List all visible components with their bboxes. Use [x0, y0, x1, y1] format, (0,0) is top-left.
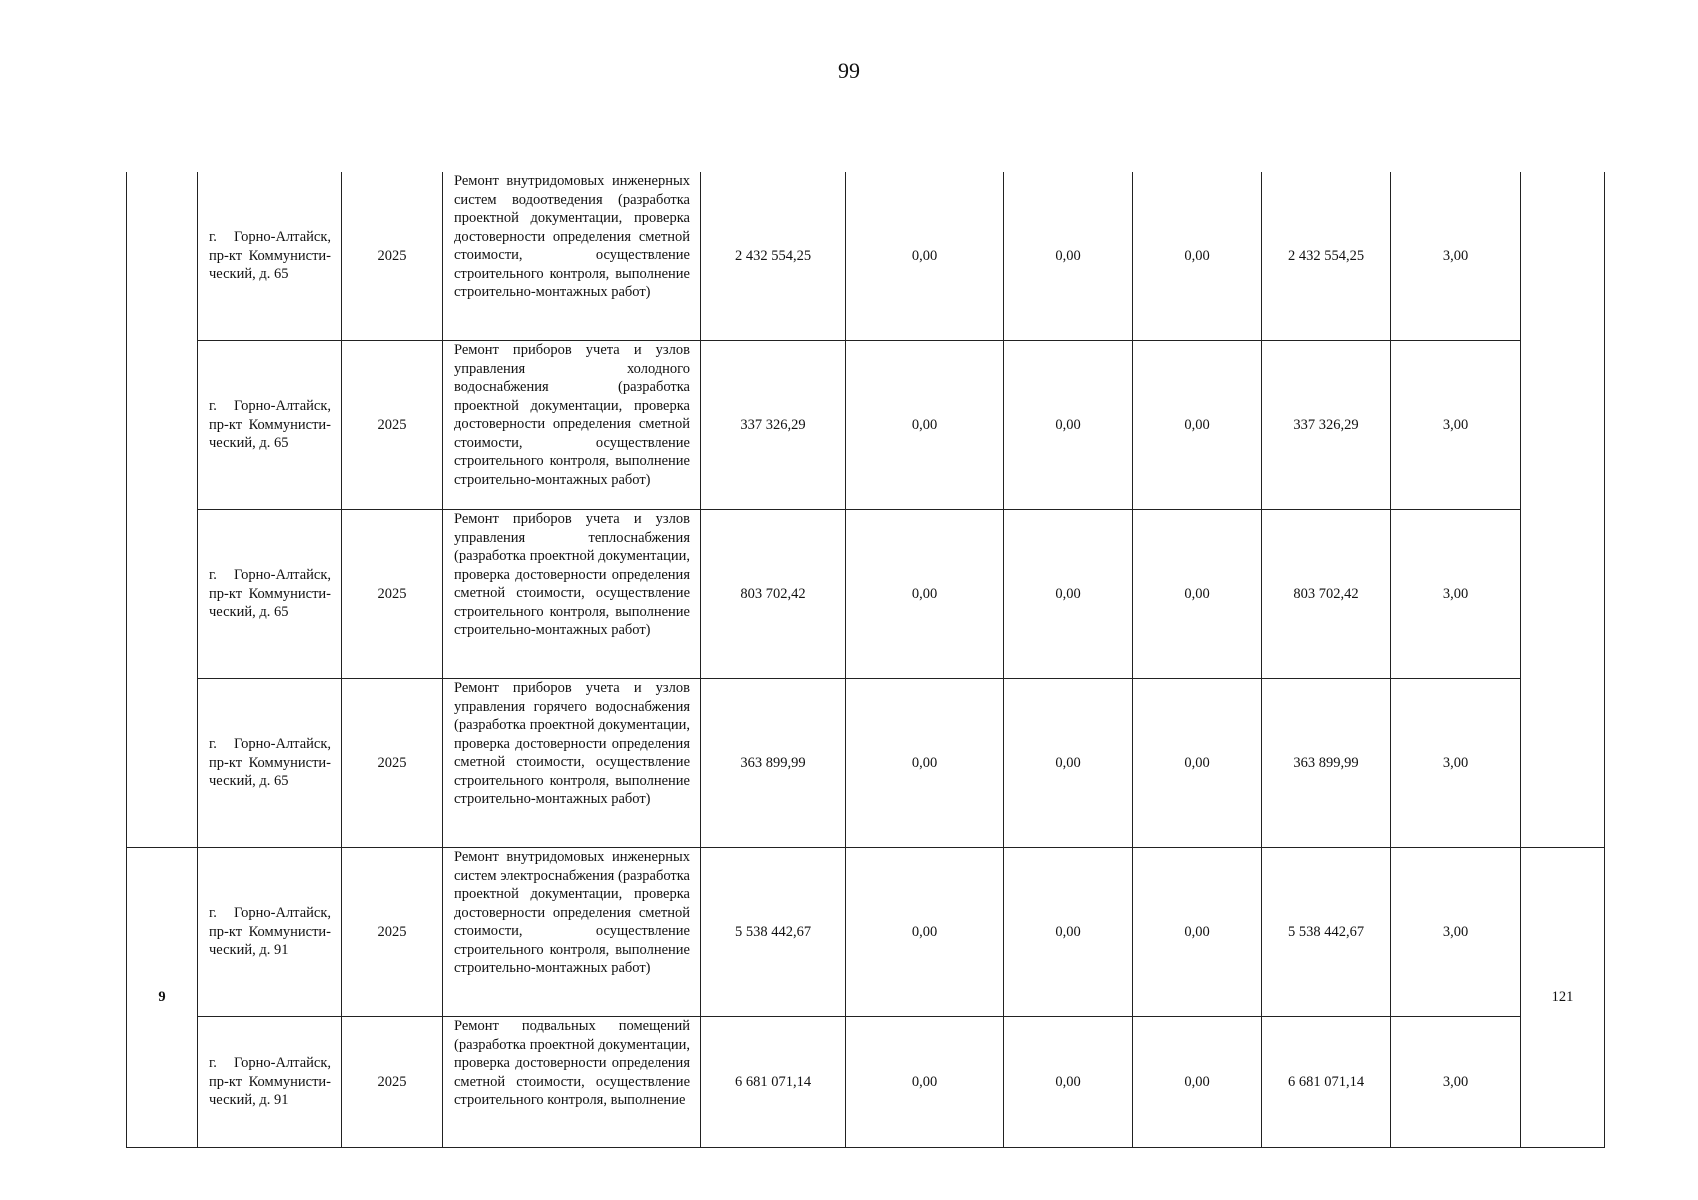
amount-cell-4: 803 702,42 — [1262, 510, 1391, 679]
amount-cell-3: 0,00 — [1133, 848, 1262, 1017]
total-cost-cell: 337 326,29 — [701, 341, 846, 510]
amount-cell-3: 0,00 — [1133, 510, 1262, 679]
work-description-text: Ремонт внутридомовых инженерных систем водоотведения (разработка проектной документации, проверка достоверности определения сметной стоимости, осуществление строительного контроля, выполнение строительно-монтажных работ) — [454, 173, 690, 300]
amount-cell-5: 3,00 — [1391, 848, 1521, 1017]
amount-cell-4: 2 432 554,25 — [1262, 172, 1391, 341]
work-description-cell — [443, 1017, 701, 1148]
amount-cell-2: 0,00 — [1004, 510, 1133, 679]
year-cell: 2025 — [342, 679, 443, 848]
amount-cell-3: 0,00 — [1133, 1017, 1262, 1148]
year-cell: 2025 — [342, 848, 443, 1017]
year-cell: 2025 — [342, 510, 443, 679]
table-row — [127, 510, 1605, 679]
year-cell: 2025 — [342, 341, 443, 510]
total-cost-cell: 2 432 554,25 — [701, 172, 846, 341]
total-cost-cell: 5 538 442,67 — [701, 848, 846, 1017]
amount-cell-1: 0,00 — [846, 510, 1004, 679]
repair-budget-table — [126, 172, 1605, 1148]
work-description-cell — [443, 510, 701, 679]
amount-cell-3: 0,00 — [1133, 341, 1262, 510]
table-row — [127, 848, 1605, 1017]
work-description-cell — [443, 679, 701, 848]
work-description-text: Ремонт приборов учета и узлов управления горячего водоснабжения (разработка проектной документации, проверка достоверности определения сметной стоимости, осуществление строительного контроля, выполнение строительно-монтажных работ) — [454, 680, 690, 807]
table-row — [127, 1017, 1605, 1148]
address-cell: г. Горно-Алтайск, пр-кт Коммунисти-ческий, д. 65 — [198, 172, 342, 341]
work-description-cell — [443, 341, 701, 510]
table-row — [127, 341, 1605, 510]
amount-cell-3: 0,00 — [1133, 679, 1262, 848]
address-cell: г. Горно-Алтайск, пр-кт Коммунисти-ческий, д. 65 — [198, 341, 342, 510]
table-row — [127, 679, 1605, 848]
amount-cell-5: 3,00 — [1391, 510, 1521, 679]
amount-cell-2: 0,00 — [1004, 1017, 1133, 1148]
amount-cell-5: 3,00 — [1391, 172, 1521, 341]
amount-cell-1: 0,00 — [846, 172, 1004, 341]
work-description-cell — [443, 848, 701, 1017]
group-count-cell: 121 — [1521, 848, 1605, 1148]
amount-cell-1: 0,00 — [846, 341, 1004, 510]
amount-cell-5: 3,00 — [1391, 679, 1521, 848]
group-count-cell — [1521, 172, 1605, 848]
page-number: 99 — [838, 58, 860, 83]
table-row — [127, 172, 1605, 341]
amount-cell-4: 5 538 442,67 — [1262, 848, 1391, 1017]
amount-cell-1: 0,00 — [846, 1017, 1004, 1148]
amount-cell-5: 3,00 — [1391, 341, 1521, 510]
amount-cell-1: 0,00 — [846, 848, 1004, 1017]
year-cell: 2025 — [342, 172, 443, 341]
amount-cell-2: 0,00 — [1004, 848, 1133, 1017]
amount-cell-2: 0,00 — [1004, 341, 1133, 510]
address-cell: г. Горно-Алтайск, пр-кт Коммунисти-ческий, д. 91 — [198, 848, 342, 1017]
address-cell: г. Горно-Алтайск, пр-кт Коммунисти-ческий, д. 65 — [198, 510, 342, 679]
work-description-text: Ремонт подвальных помещений (разработка проектной документации, проверка достоверности определения сметной стоимости, осуществление строительного контроля, выполнение — [454, 1018, 690, 1108]
address-cell: г. Горно-Алтайск, пр-кт Коммунисти-ческий, д. 91 — [198, 1017, 342, 1148]
amount-cell-1: 0,00 — [846, 679, 1004, 848]
work-description-cell — [443, 172, 701, 341]
amount-cell-4: 363 899,99 — [1262, 679, 1391, 848]
amount-cell-2: 0,00 — [1004, 172, 1133, 341]
amount-cell-2: 0,00 — [1004, 679, 1133, 848]
year-cell: 2025 — [342, 1017, 443, 1148]
amount-cell-3: 0,00 — [1133, 172, 1262, 341]
amount-cell-5: 3,00 — [1391, 1017, 1521, 1148]
amount-cell-4: 6 681 071,14 — [1262, 1017, 1391, 1148]
total-cost-cell: 803 702,42 — [701, 510, 846, 679]
table-body — [127, 172, 1605, 1148]
address-cell: г. Горно-Алтайск, пр-кт Коммунисти-ческий, д. 65 — [198, 679, 342, 848]
amount-cell-4: 337 326,29 — [1262, 341, 1391, 510]
total-cost-cell: 363 899,99 — [701, 679, 846, 848]
total-cost-cell: 6 681 071,14 — [701, 1017, 846, 1148]
work-description-text: Ремонт приборов учета и узлов управления теплоснабжения (разработка проектной документации, проверка достоверности определения сметной стоимости, осуществление строительного контроля, выполнение строительно-монтажных работ) — [454, 511, 690, 638]
work-description-text: Ремонт внутридомовых инженерных систем электроснабжения (разработка проектной документации, проверка достоверности определения сметной стоимости, осуществление строительного контроля, выполнение строительно-монтажных работ) — [454, 849, 690, 976]
work-description-text: Ремонт приборов учета и узлов управления холодного водоснабжения (разработка проектной документации, проверка достоверности определения сметной стоимости, осуществление строительного контроля, выполнение строительно-монтажных работ) — [454, 342, 690, 488]
group-number-cell: 9 — [127, 848, 198, 1148]
group-number-cell — [127, 172, 198, 848]
